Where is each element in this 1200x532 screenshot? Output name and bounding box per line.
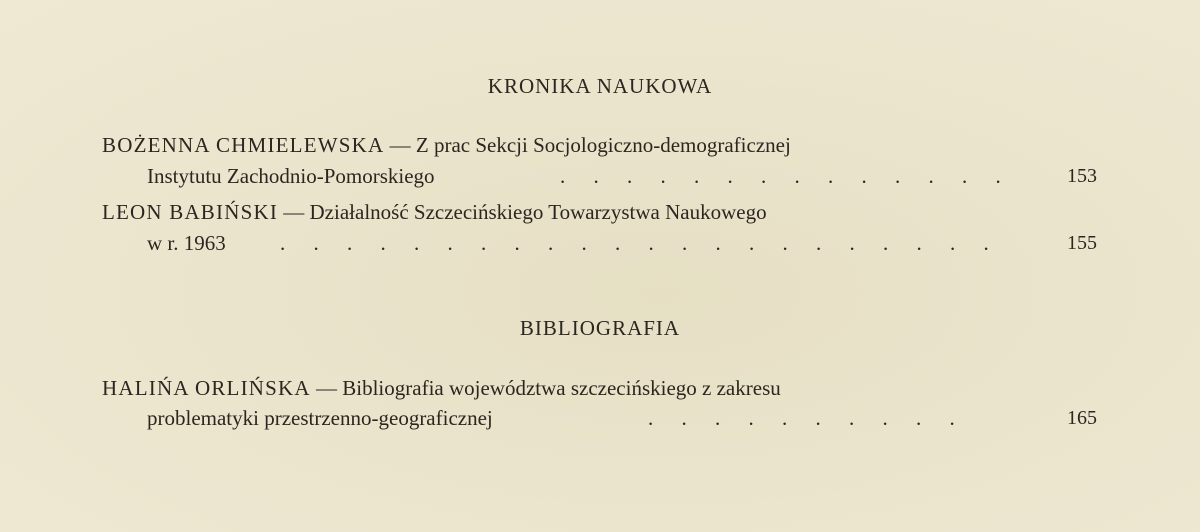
entry-title-line1: — Działalność Szczecińskiego Towarzystwa Naukowego [283,200,767,224]
entry-title-line1: — Z prac Sekcji Socjologiczno-demograficznej [389,133,791,157]
entry-title-line2: Instytutu Zachodnio-Pomorskiego [147,164,435,188]
leader-dots: . . . . . . . . . . . . . . . . . . . . . . [280,231,1001,255]
leader-dots: . . . . . . . . . . . . . . [560,164,1013,188]
entry-page-number: 153 [1067,165,1097,187]
section-heading-kronika: KRONIKA NAUKOWA [487,74,713,98]
entry-author: LEON BABIŃSKI [102,200,279,224]
section-heading-bibliografia: BIBLIOGRAFIA [519,316,681,340]
entry-title-line1: — Bibliografia województwa szczecińskiego z zakresu [316,376,781,400]
toc-entry-line1 [102,200,767,225]
entry-author: BOŻENNA CHMIELEWSKA [102,133,385,157]
entry-page-number: 155 [1067,232,1097,254]
leader-dots: . . . . . . . . . . [648,406,967,430]
toc-entry-line1 [102,376,781,401]
entry-title-line2: w r. 1963 [147,231,226,255]
toc-entry-line1 [102,133,1028,158]
entry-title-line2: problematyki przestrzenno-geograficznej [147,406,493,430]
entry-page-number: 165 [1067,407,1097,429]
entry-author: HALIŃA ORLIŃSKA [102,376,311,400]
